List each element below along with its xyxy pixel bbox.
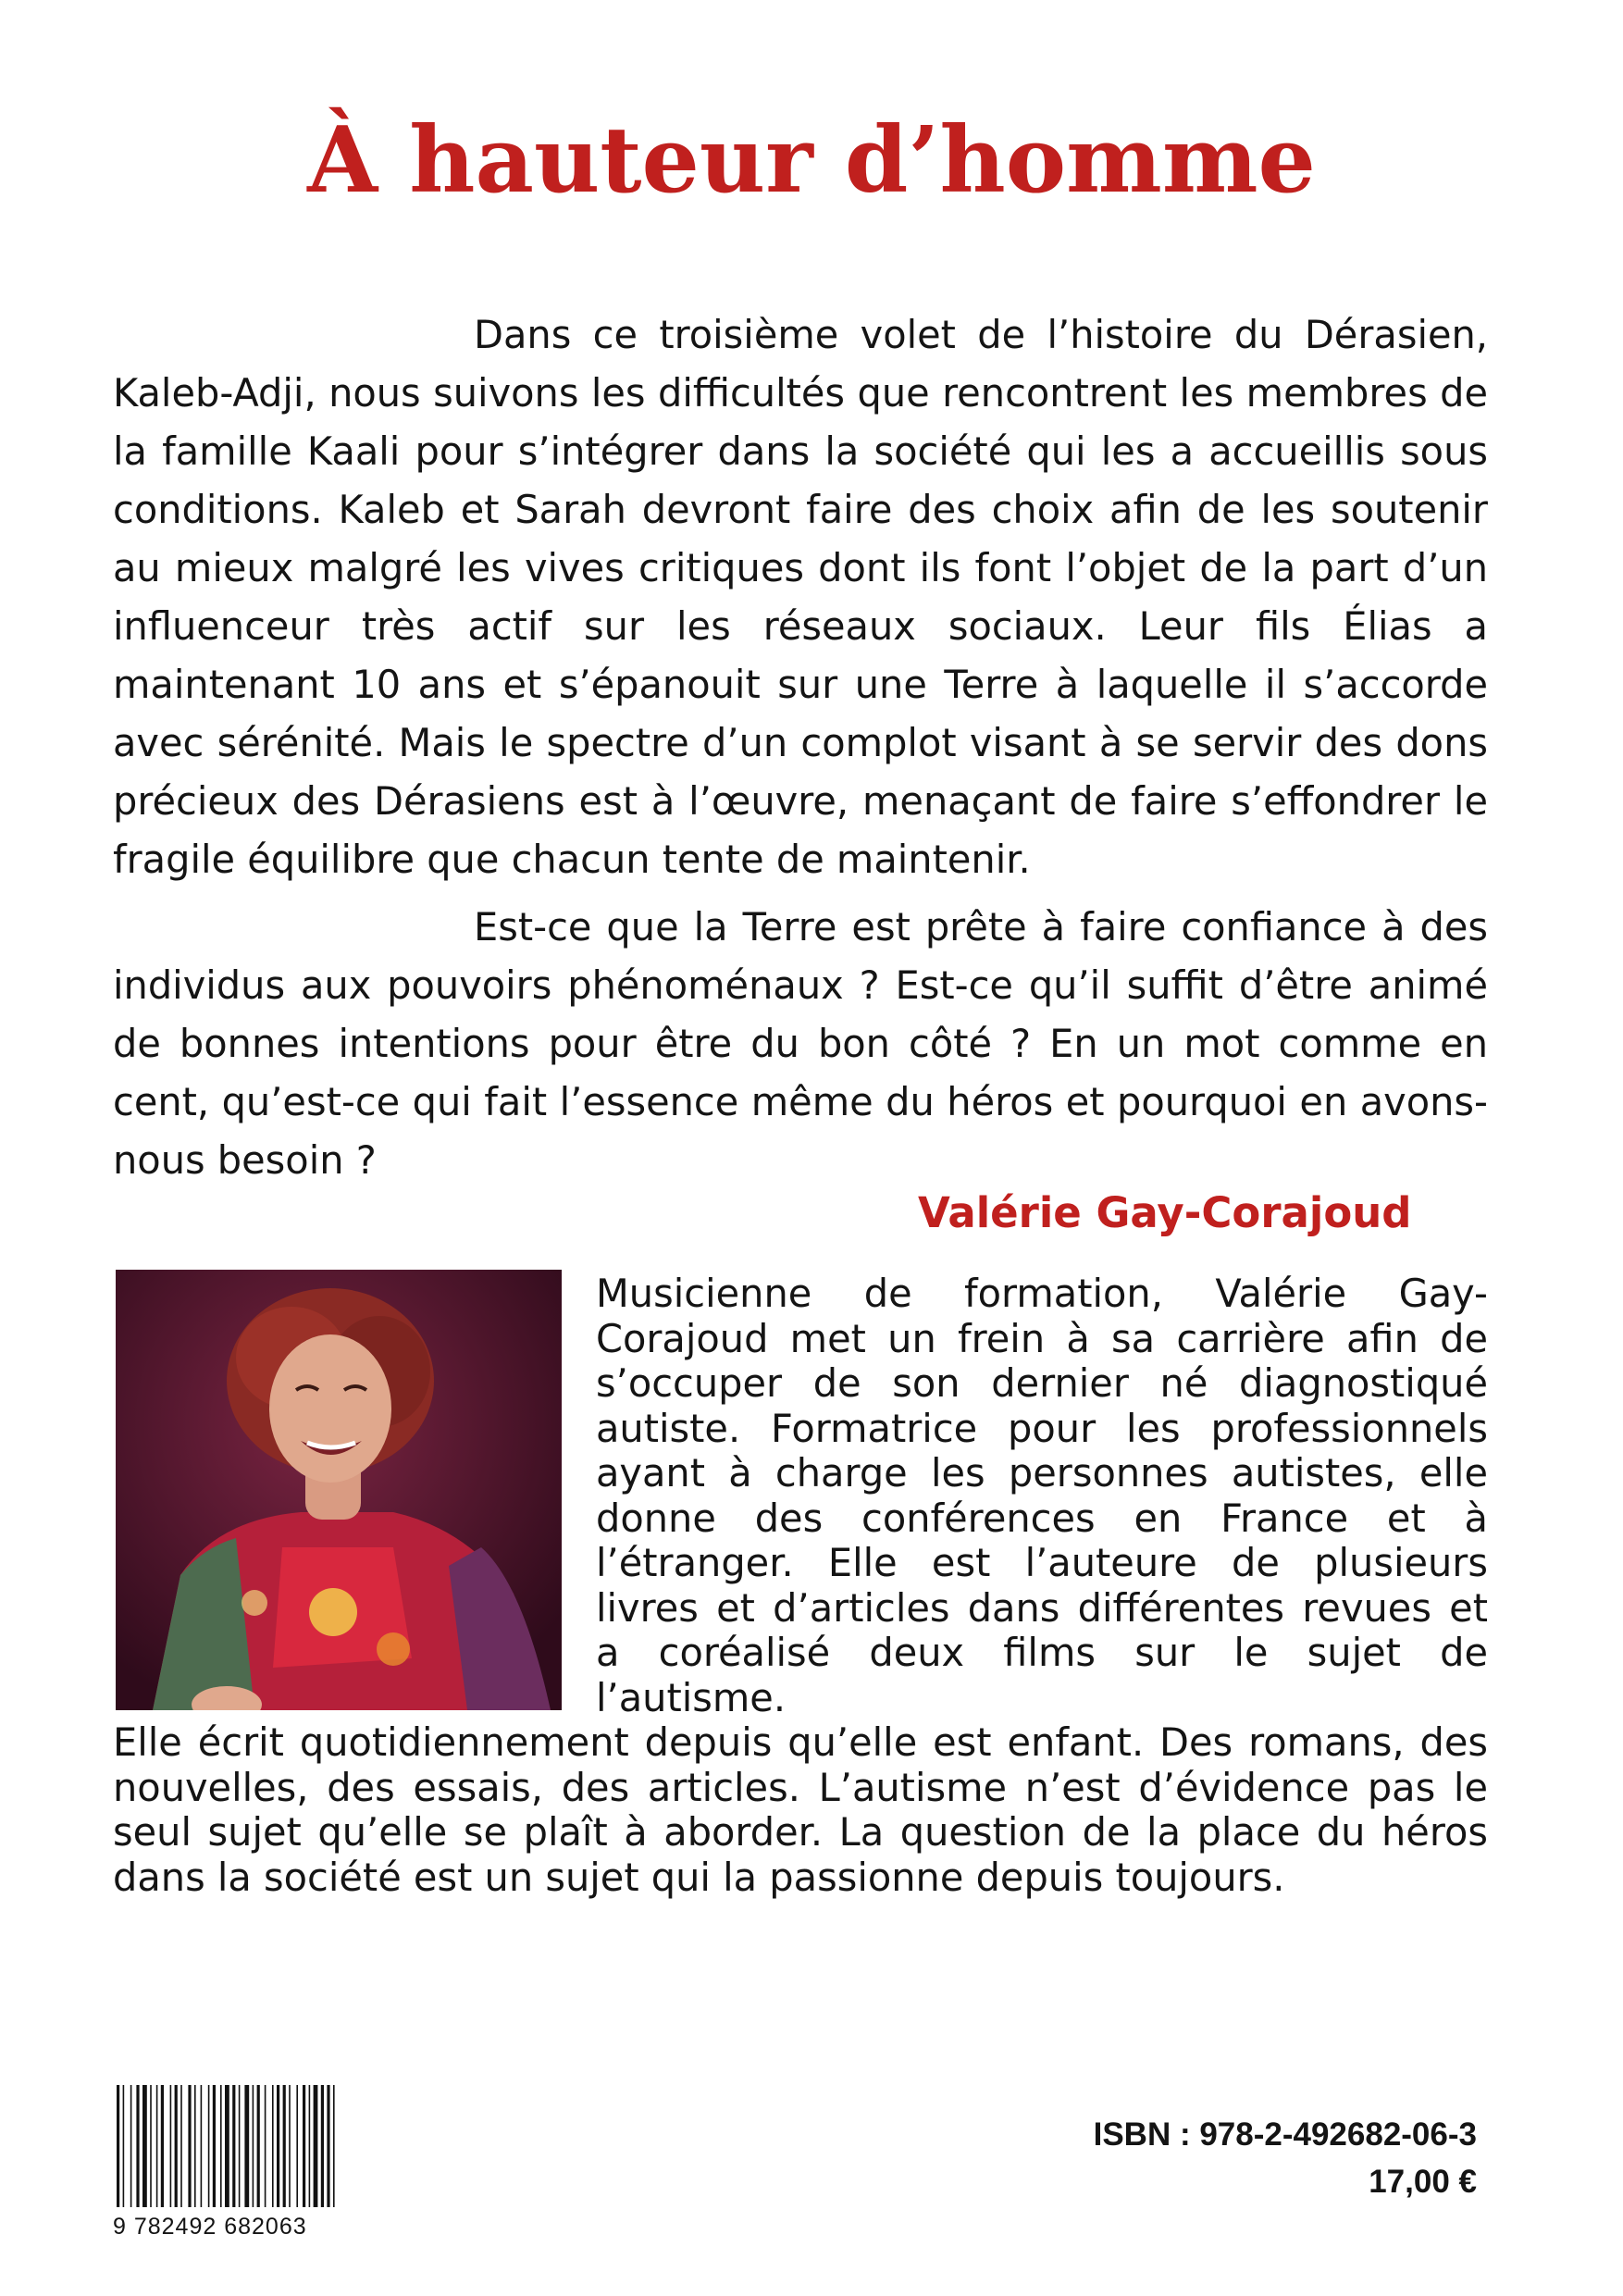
price: 17,00 € [1369, 2164, 1477, 2200]
synopsis-paragraph: Dans ce troisième volet de l’histoire du Dérasien, Kaleb-Adji, nous suivons les difficultés que rencontrent les membres de la famille Kaali pour s’intégrer dans la société qui les a accueillis sous conditions. Kaleb et Sarah devront faire des choix afin de les soutenir au mieux malgré les vives critiques dont ils font l’objet de la part d’un influenceur très actif sur les réseaux sociaux. Leur fils Élias a maintenant 10 ans et s’épanouit sur une Terre à laquelle il s’accorde avec sérénité. Mais le spectre d’un complot visant à se servir des dons précieux des Dérasiens est à l’œuvre, menaçant de faire s’effondrer le fragile équilibre que chacun tente de maintenir. [113, 312, 1488, 882]
author-name: Valérie Gay-Corajoud [918, 1188, 1412, 1237]
barcode-icon [111, 2085, 379, 2215]
bio-paragraph: Elle écrit quotidiennement depuis qu’elle est enfant. Des romans, des nouvelles, des essais, des articles. L’autisme n’est d’évidence pas le seul sujet qu’elle se plaît à aborder. La question de la place du héros dans la société est un sujet qui la passionne depuis toujours. [113, 1719, 1488, 1900]
photo-spacer [113, 1272, 596, 1701]
book-title: À hauteur d’homme [307, 107, 1316, 214]
bio-paragraph: Musicienne de formation, Valérie Gay-Corajoud met un frein à sa carrière afin de s’occuper de son dernier né diagnostiqué autiste. Formatrice pour les professionnels ayant à charge les personnes autistes, elle donne des conférences en France et à l’étranger. Elle est l’auteure de plusieurs livres et d’articles dans différentes revues et a coréalisé deux films sur le sujet de l’autisme. [596, 1271, 1488, 1720]
synopsis-paragraph: Est-ce que la Terre est prête à faire confiance à des individus aux pouvoirs phénoménaux ? Est-ce qu’il suffit d’être animé de bonnes intentions pour être du bon côté ? En un mot comme en cent, qu’est-ce qui fait l’essence même du héros et pourquoi en avons-nous besoin ? [113, 904, 1488, 1183]
barcode-digits: 9 782492 682063 [113, 2214, 307, 2240]
isbn: ISBN : 978-2-492682-06-3 [1093, 2116, 1477, 2153]
author-bio [113, 1272, 1488, 1900]
synopsis [113, 305, 1488, 1198]
